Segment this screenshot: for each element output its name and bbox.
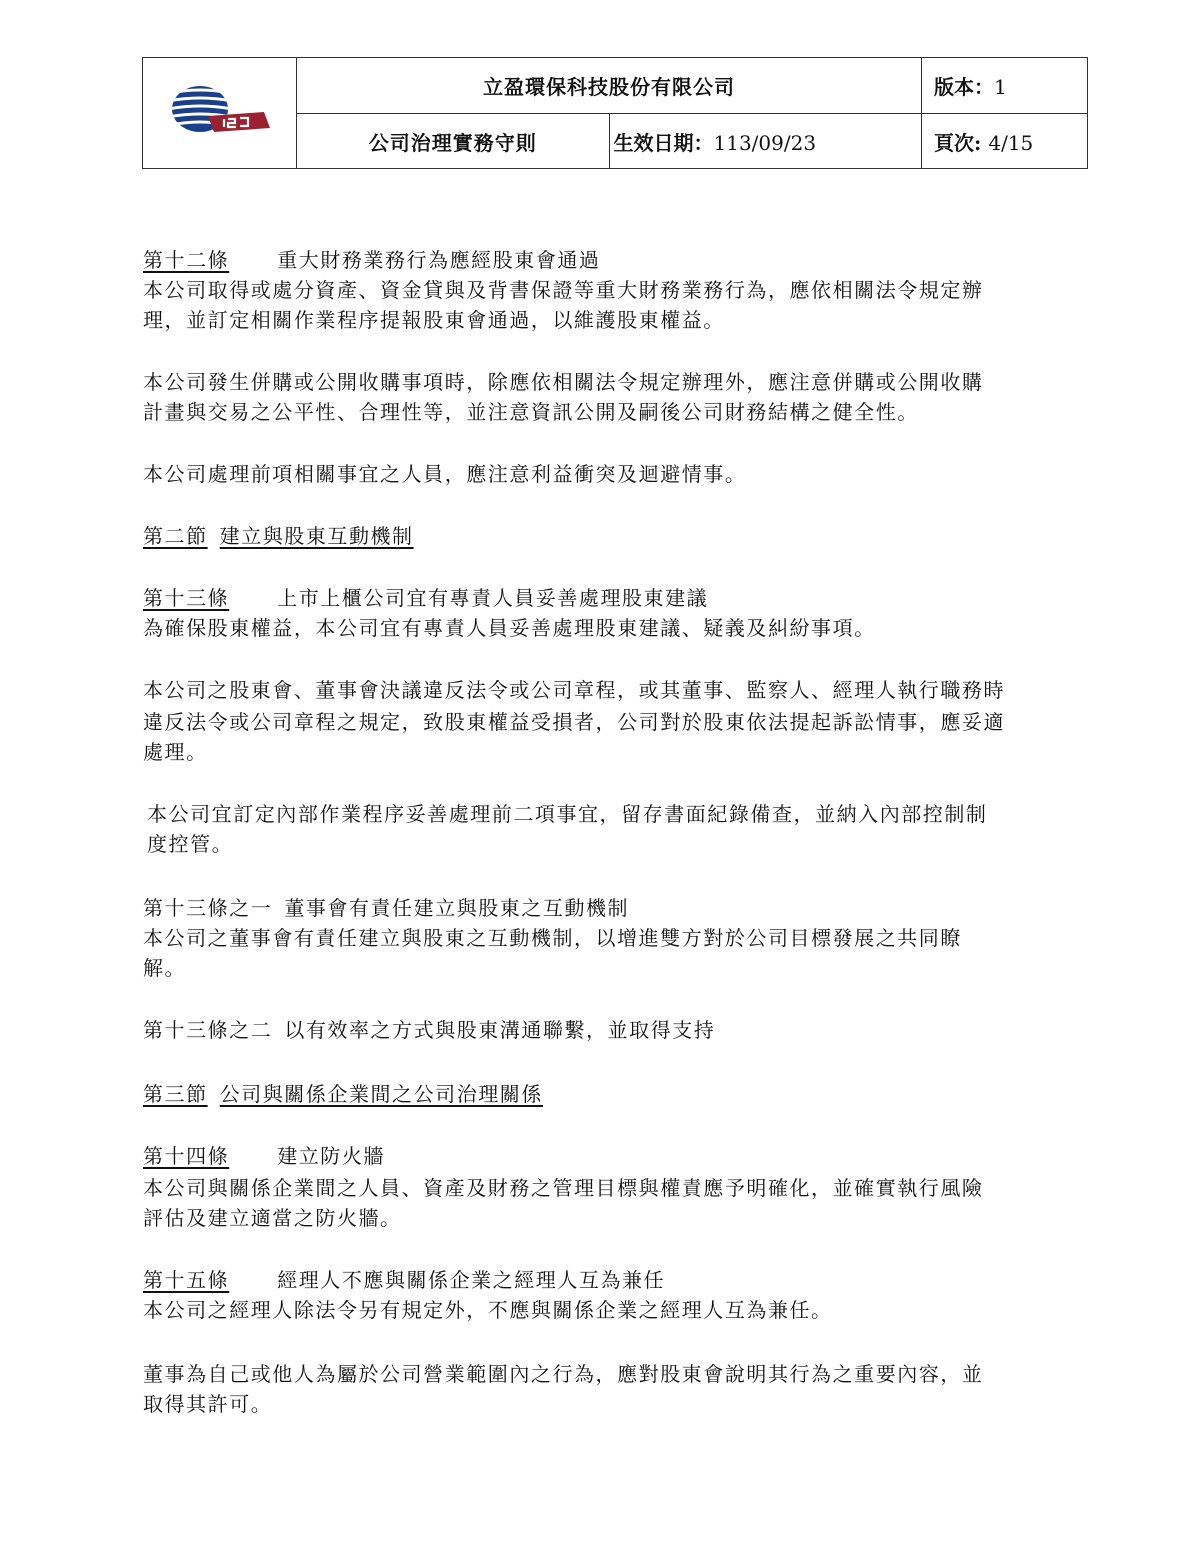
company-logo: [143, 58, 297, 169]
page-number-cell: [922, 114, 1088, 169]
effective-date-label: 生效日期：: [613, 130, 714, 155]
paragraph-line: 本公司處理前項相關事宜之人員，應注意利益衝突及迴避情事。: [143, 462, 747, 486]
article-14-heading: [143, 1142, 385, 1170]
article-13-1-title: 董事會有責任建立與股東之互動機制: [284, 896, 630, 920]
document-header-table: [142, 57, 1088, 169]
section-3-title: 公司與關係企業間之公司治理關係: [219, 1082, 543, 1106]
company-name: 立盈環保科技股份有限公司: [297, 58, 922, 114]
article-15-title: 經理人不應與關係企業之經理人互為兼任: [277, 1268, 666, 1292]
article-13-2-number: 第十三條之二: [143, 1018, 273, 1042]
version-cell: [922, 58, 1088, 114]
paragraph-line: 解。: [143, 956, 187, 980]
paragraph-line: 本公司之經理人除法令另有規定外，不應與關係企業之經理人互為兼任。: [143, 1298, 833, 1322]
paragraph-line: 處理。: [143, 740, 208, 764]
article-15-heading: [143, 1266, 665, 1294]
page-value: 4/15: [988, 130, 1034, 155]
section-2-heading: [143, 522, 414, 550]
version-value: 1: [994, 75, 1007, 99]
section-3-heading: [143, 1080, 543, 1108]
paragraph-line: 本公司之董事會有責任建立與股東之互動機制，以增進雙方對於公司目標發展之共同瞭: [143, 926, 962, 950]
section-3-number: 第三節: [143, 1082, 208, 1106]
article-14-number: 第十四條: [143, 1144, 230, 1168]
article-14-title: 建立防火牆: [277, 1144, 385, 1168]
page-label: 頁次:: [934, 130, 982, 155]
paragraph-line: 為確保股東權益，本公司宜有專責人員妥善處理股東建議、疑義及糾紛事項。: [143, 616, 876, 640]
version-label: 版本：: [934, 75, 994, 99]
paragraph-line: 計畫與交易之公平性、合理性等，並注意資訊公開及嗣後公司財務結構之健全性。: [143, 400, 919, 424]
paragraph-line: 本公司宜訂定內部作業程序妥善處理前二項事宜，留存書面紀錄備查，並納入內部控制制: [147, 802, 988, 826]
section-2-number: 第二節: [143, 524, 208, 548]
paragraph-line: 評估及建立適當之防火牆。: [143, 1206, 402, 1230]
paragraph-line: 董事為自己或他人為屬於公司營業範圍內之行為，應對股東會說明其行為之重要內容，並: [143, 1362, 984, 1386]
article-13-2-title: 以有效率之方式與股東溝通聯繫，並取得支持: [284, 1018, 716, 1042]
article-13-heading: [143, 584, 708, 612]
article-13-number: 第十三條: [143, 586, 230, 610]
paragraph-line: 本公司發生併購或公開收購事項時，除應依相關法令規定辦理外，應注意併購或公開收購: [143, 370, 984, 394]
paragraph-line: 理，並訂定相關作業程序提報股東會通過，以維護股東權益。: [143, 308, 725, 332]
article-13-1-number: 第十三條之一: [143, 896, 273, 920]
paragraph-line: 本公司之股東會、董事會決議違反法令或公司章程，或其董事、監察人、經理人執行職務時: [143, 678, 1005, 702]
paragraph-line: 本公司取得或處分資產、資金貸與及背書保證等重大財務業務行為，應依相關法令規定辦: [143, 278, 984, 302]
article-13-2-heading: [143, 1016, 715, 1044]
company-logo-icon: [164, 76, 276, 146]
paragraph-line: 本公司與關係企業間之人員、資產及財務之管理目標與權責應予明確化，並確實執行風險: [143, 1176, 984, 1200]
document-title: 公司治理實務守則: [297, 114, 610, 169]
paragraph-line: 違反法令或公司章程之規定，致股東權益受損者，公司對於股東依法提起訴訟情事，應妥適: [143, 710, 1005, 734]
effective-date-cell: [609, 114, 922, 169]
paragraph-line: 取得其許可。: [143, 1392, 273, 1416]
article-12-title: 重大財務業務行為應經股東會通過: [277, 248, 601, 272]
article-13-title: 上市上櫃公司宜有專責人員妥善處理股東建議: [277, 586, 709, 610]
paragraph-line: 度控管。: [147, 832, 234, 856]
article-12-number: 第十二條: [143, 248, 230, 272]
article-13-1-heading: [143, 894, 629, 922]
article-12-heading: [143, 246, 600, 274]
section-2-title: 建立與股東互動機制: [219, 524, 414, 548]
article-15-number: 第十五條: [143, 1268, 230, 1292]
effective-date-value: 113/09/23: [713, 130, 817, 155]
